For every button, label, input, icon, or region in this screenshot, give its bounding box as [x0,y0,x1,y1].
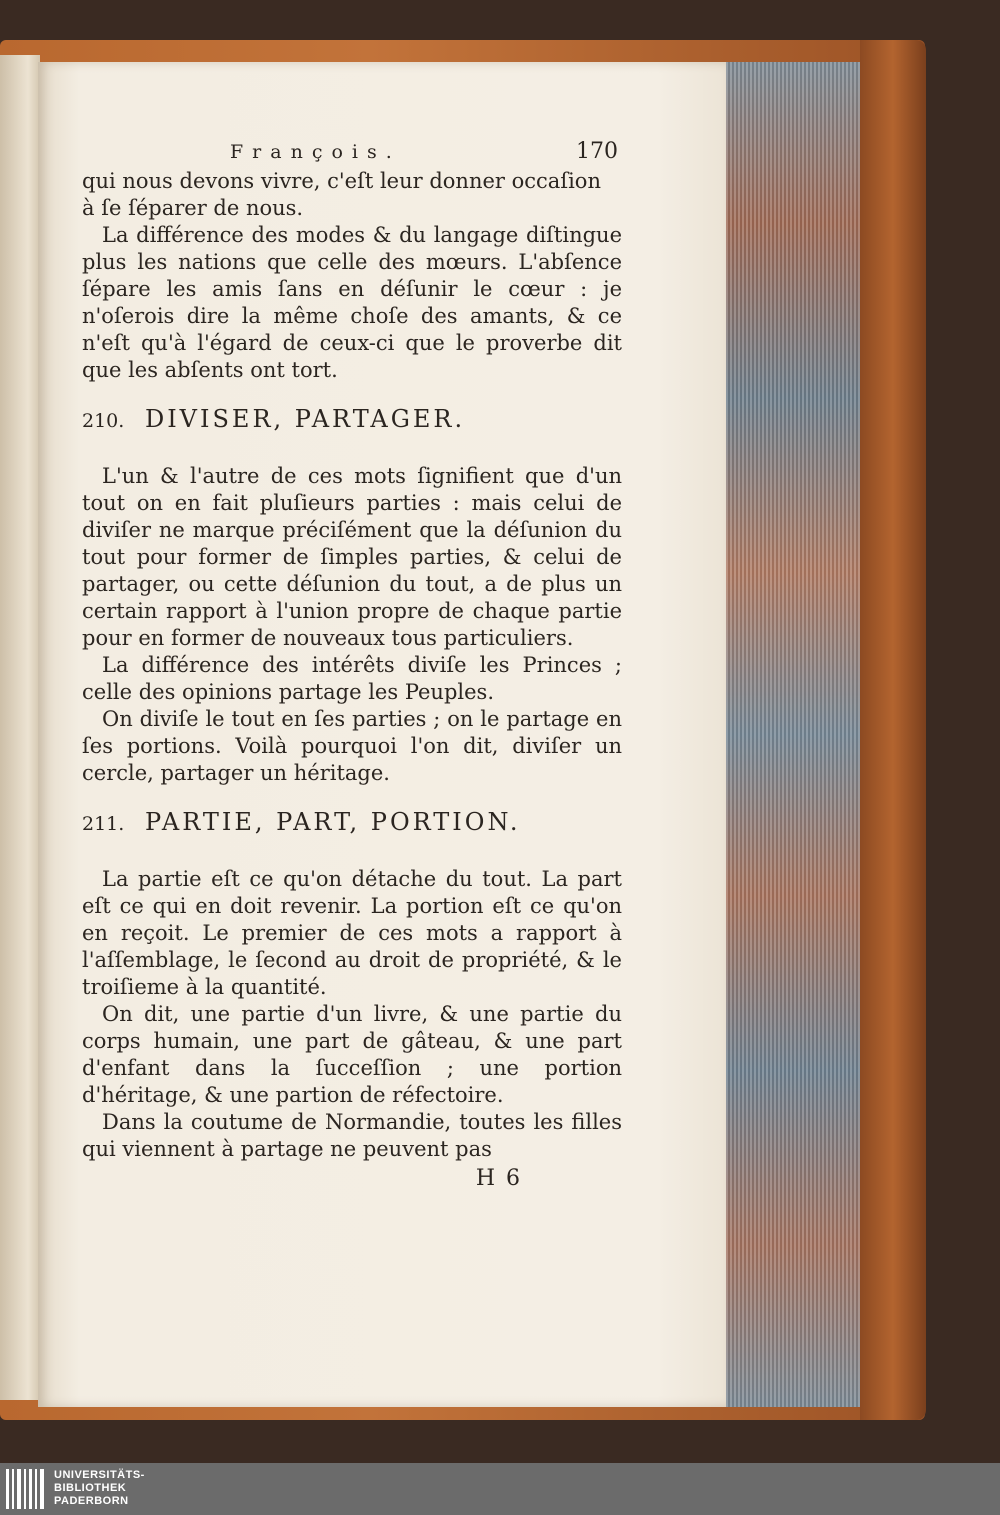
previous-page-edge [0,55,40,1400]
library-name [54,1469,145,1508]
page-number: 170 [576,139,618,164]
section-number-210: 210. [82,410,125,432]
marbled-page-edges [722,62,860,1407]
section-heading-211 [82,809,622,838]
intro-line-2: à ſe ſéparer de nous. [82,196,304,220]
intro-line-1: qui nous devons vivre, c'eſt leur donner occaſion [82,169,601,193]
library-name-line-3: PADERBORN [54,1495,129,1507]
section-number-211: 211. [82,813,125,835]
paragraph-211-a: La partie eſt ce qu'on détache du tout. La part eſt ce qui en doit revenir. La portion eſt ce qu'on en reçoit. Le premier de ces mots a rapport à l'aſſemblage, le ſecond au droit de propriété, & le troiſieme à la quantité. [82,867,622,999]
section-title-210: DIVISER, PARTAGER. [144,405,466,433]
paragraph-210-a: L'un & l'autre de ces mots ſignifient que d'un tout on en fait pluſieurs parties : mais celui de diviſer ne marque préciſément que la déſunion du tout pour former de ſimples parties, & celui de partager, ou cette déſunion du tout, a de plus un certain rapport à l'union propre de chaque partie pour en former de nouveaux tous particuliers. [82,464,622,650]
library-name-line-2: BIBLIOTHEK [54,1482,127,1494]
paragraph-210-c: On diviſe le tout en ſes parties ; on le partage en ſes portions. Voilà pourquoi l'on dit, diviſer un cercle, partager un héritage. [82,707,622,785]
library-name-line-1: UNIVERSITÄTS- [54,1469,145,1481]
library-logo-icon [6,1469,46,1509]
paragraph-modes: La différence des modes & du langage diſtingue plus les nations que celle des mœurs. L'abſence ſépare les amis ſans en déſunir le cœur : je n'oſerois dire la même choſe des amants, & ce n'eſt qu'à l'égard de ceux-ci que le proverbe dit que les abſents ont tort. [82,223,622,382]
paragraph-210-b: La différence des intérêts diviſe les Princes ; celle des opinions partage les Peuples. [82,653,622,704]
catchword: H 6 [475,1166,522,1191]
page-header [82,138,622,166]
page-text [82,138,622,1192]
paragraph-211-b: On dit, une partie d'un livre, & une partie du corps humain, une part de gâteau, & une part d'enfant dans la ſucceſſion ; une portion d'héritage, & une partion de réfectoire. [82,1002,622,1107]
section-title-211: PARTIE, PART, PORTION. [144,808,521,836]
section-heading-210 [82,406,622,435]
running-title: François. [230,141,401,163]
library-footer [0,1463,1000,1515]
book-cover-edge [860,40,926,1420]
paragraph-211-c: Dans la coutume de Normandie, toutes les filles qui viennent à partage ne peuvent pas [82,1110,622,1161]
